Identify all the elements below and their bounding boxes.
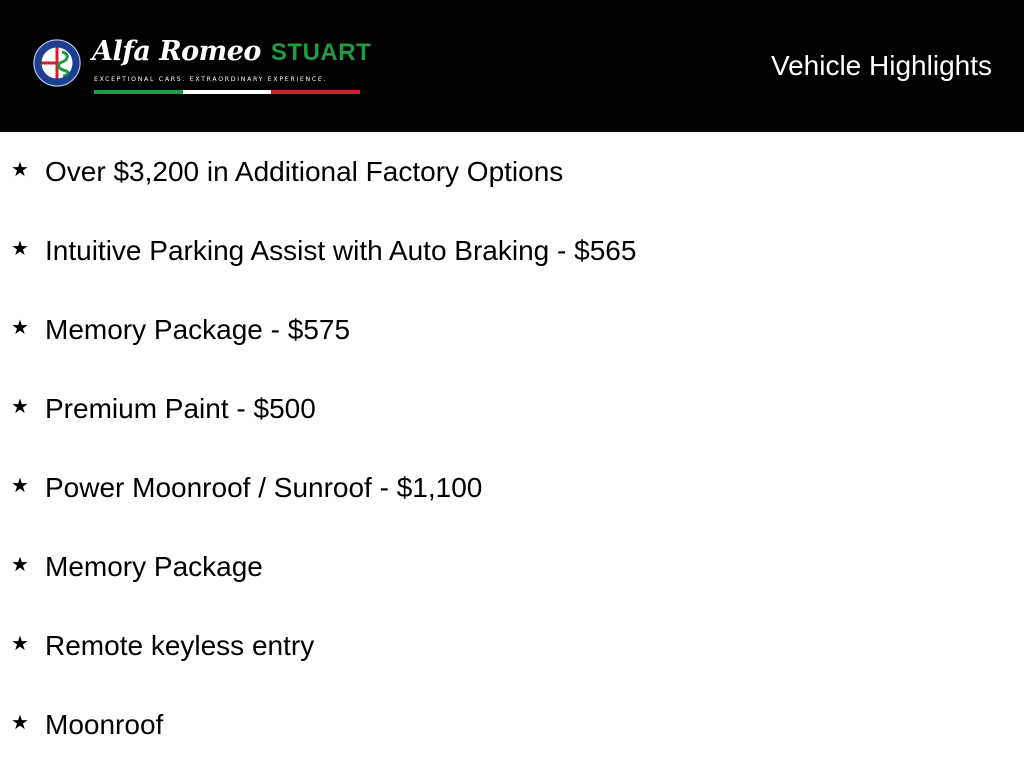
star-icon: ★ <box>11 315 29 339</box>
highlight-label: Power Moonroof / Sunroof - $1,100 <box>45 472 483 503</box>
alfa-romeo-badge-icon <box>32 38 82 88</box>
star-icon: ★ <box>11 236 29 260</box>
dealer-logo <box>32 36 372 98</box>
highlight-label: Intuitive Parking Assist with Auto Braking - $565 <box>45 235 637 266</box>
logo-dealer-text: STUART <box>270 39 372 66</box>
highlight-label: Premium Paint - $500 <box>45 393 316 424</box>
highlights-list <box>0 132 1024 764</box>
list-item <box>0 448 1024 527</box>
list-item <box>0 369 1024 448</box>
logo-wordmark <box>92 36 371 72</box>
header-bar <box>0 0 1024 132</box>
highlight-label: Memory Package <box>45 551 263 582</box>
star-icon: ★ <box>11 552 29 576</box>
list-item <box>0 211 1024 290</box>
star-icon: ★ <box>11 710 29 734</box>
list-item <box>0 527 1024 606</box>
list-item <box>0 606 1024 685</box>
star-icon: ★ <box>11 473 29 497</box>
list-item <box>0 132 1024 211</box>
highlight-label: Memory Package - $575 <box>45 314 351 345</box>
star-icon: ★ <box>11 394 29 418</box>
page-title: Vehicle Highlights <box>770 50 992 81</box>
logo-tagline: EXCEPTIONAL CARS. EXTRAORDINARY EXPERIENCE. <box>94 76 328 83</box>
star-icon: ★ <box>11 631 29 655</box>
list-item <box>0 290 1024 369</box>
highlight-label: Over $3,200 in Additional Factory Options <box>45 156 564 187</box>
list-item <box>0 685 1024 764</box>
highlight-label: Moonroof <box>45 709 164 740</box>
logo-brand-text: Alfa Romeo <box>92 36 261 67</box>
star-icon: ★ <box>11 157 29 181</box>
highlight-label: Remote keyless entry <box>45 630 315 661</box>
logo-tricolor-stripe <box>94 90 360 94</box>
